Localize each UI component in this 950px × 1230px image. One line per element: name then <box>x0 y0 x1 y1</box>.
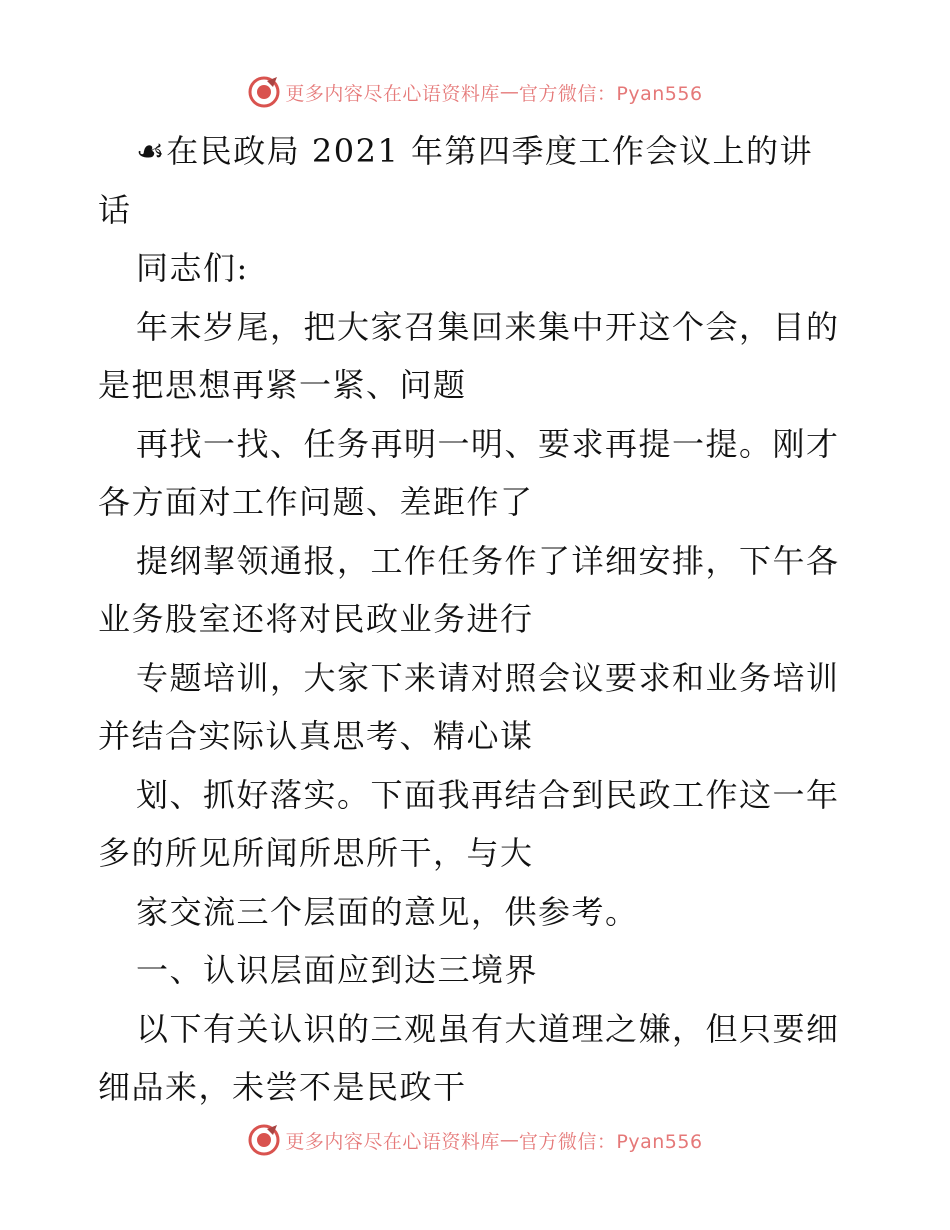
paragraph-line <box>98 1000 858 1059</box>
line-text: 一、认识层面应到达三境界 <box>136 951 539 989</box>
line-text: 是把思想再紧一紧、问题 <box>98 366 467 404</box>
banner-suffix: 官方微信：Pyan556 <box>518 1130 703 1153</box>
paragraph-line <box>98 707 858 766</box>
banner-suffix: 官方微信：Pyan556 <box>518 82 703 105</box>
line-text: 再找一找、任务再明一明、要求再提一提。刚才 <box>136 424 840 463</box>
paragraph-line <box>98 649 858 708</box>
header-watermark-banner <box>0 72 950 112</box>
paragraph-line <box>98 824 858 883</box>
paragraph-line <box>98 181 858 240</box>
paragraph-line <box>98 473 858 532</box>
logo-icon <box>247 1123 281 1157</box>
line-text: 提纲挈领通报，工作任务作了详细安排，下午各 <box>136 541 840 580</box>
line-text: 专题培训，大家下来请对照会议要求和业务培训 <box>136 658 840 697</box>
banner-separator: — <box>499 81 519 103</box>
paragraph-line <box>98 766 858 825</box>
line-text: 并结合实际认真思考、精心谋 <box>98 717 534 755</box>
line-text: 业务股室还将对民政业务进行 <box>98 600 534 638</box>
paragraph-line <box>98 941 858 1000</box>
banner-separator: — <box>499 1129 519 1151</box>
paragraph-line <box>98 1058 858 1117</box>
line-text: 以下有关认识的三观虽有大道理之嫌，但只要细 <box>136 1009 840 1048</box>
paragraph-line <box>98 590 858 649</box>
banner-text: 更多内容尽在心语资料库 <box>285 1130 500 1153</box>
line-text: 同志们: <box>136 249 249 287</box>
line-text: 家交流三个层面的意见，供参考。 <box>136 892 639 931</box>
line-text: 年末岁尾，把大家召集回来集中开这个会，目的 <box>136 307 840 346</box>
line-text: 划、抓好落实。下面我再结合到民政工作这一年 <box>136 775 840 814</box>
banner-text: 更多内容尽在心语资料库 <box>285 82 500 105</box>
line-text: 各方面对工作问题、差距作了 <box>98 483 534 521</box>
document-title-line <box>98 122 858 181</box>
title-ornament-icon: ☙ <box>136 132 167 170</box>
document-body <box>98 122 858 1117</box>
line-text: 话 <box>98 190 132 229</box>
paragraph-line <box>98 532 858 591</box>
paragraph-line <box>98 415 858 474</box>
paragraph-line <box>98 239 858 298</box>
paragraph-line <box>98 356 858 415</box>
line-text: 多的所见所闻所思所干，与大 <box>98 834 534 872</box>
paragraph-line <box>98 883 858 942</box>
line-text: 在民政局 2021 年第四季度工作会议上的讲 <box>166 132 813 170</box>
paragraph-line <box>98 298 858 357</box>
line-text: 细品来，未尝不是民政干 <box>98 1068 467 1106</box>
logo-icon <box>247 75 281 109</box>
footer-watermark-banner <box>0 1120 950 1160</box>
